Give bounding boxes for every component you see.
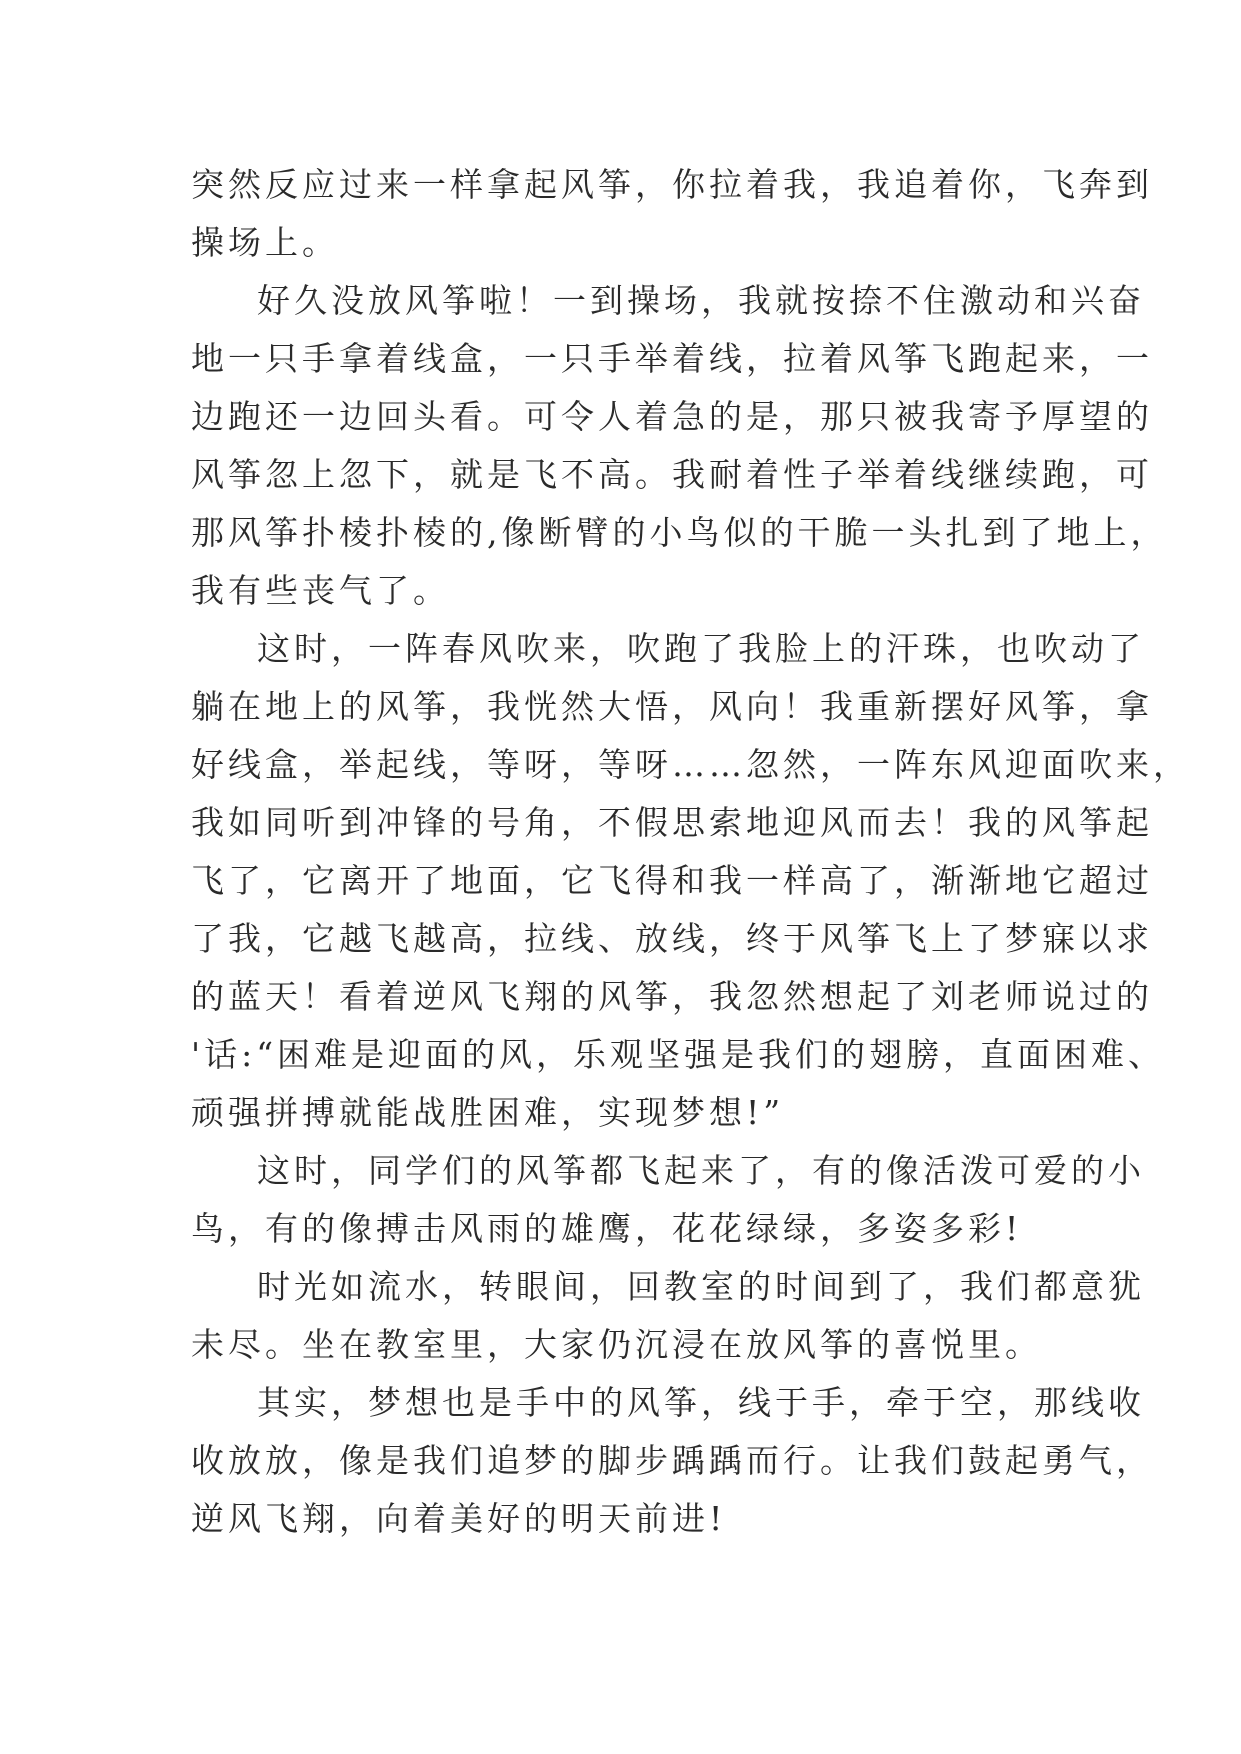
text-line: 未尽。坐在教室里，大家仍沉浸在放风筝的喜悦里。 — [191, 1325, 1042, 1364]
text-line: 飞了，它离开了地面，它飞得和我一样高了，渐渐地它超过 — [191, 861, 1153, 900]
text-line: 这时，同学们的风筝都飞起来了，有的像活泼可爱的小 — [257, 1151, 1145, 1190]
text-line: 突然反应过来一样拿起风筝，你拉着我，我追着你，飞奔到 — [191, 165, 1153, 204]
text-line: 好久没放风筝啦！一到操场，我就按捺不住激动和兴奋 — [257, 281, 1145, 320]
text-line: 的蓝天！看着逆风飞翔的风筝，我忽然想起了刘老师说过的 — [191, 977, 1153, 1016]
text-line: 我如同听到冲锋的号角，不假思索地迎风而去！我的风筝起 — [191, 803, 1153, 842]
text-line: 其实，梦想也是手中的风筝，线于手，牵于空，那线收 — [257, 1383, 1145, 1422]
text-line: 了我，它越飞越高，拉线、放线，终于风筝飞上了梦寐以求 — [191, 919, 1153, 958]
text-line: 躺在地上的风筝，我恍然大悟，风向！我重新摆好风筝，拿 — [191, 687, 1153, 726]
text-line: 鸟，有的像搏击风雨的雄鹰，花花绿绿，多姿多彩! — [191, 1209, 1023, 1248]
text-line: 这时，一阵春风吹来，吹跑了我脸上的汗珠，也吹动了 — [257, 629, 1145, 668]
text-line: 那风筝扑棱扑棱的,像断臂的小鸟似的干脆一头扎到了地上， — [191, 513, 1168, 552]
text-line: 地一只手拿着线盒，一只手举着线，拉着风筝飞跑起来，一 — [191, 339, 1153, 378]
text-line: '话:“困难是迎面的风，乐观坚强是我们的翅膀，直面困难、 — [191, 1035, 1166, 1074]
text-line: 时光如流水，转眼间，回教室的时间到了，我们都意犹 — [257, 1267, 1145, 1306]
text-line: 收放放，像是我们追梦的脚步踽踽而行。让我们鼓起勇气， — [191, 1441, 1153, 1480]
text-line: 顽强拼搏就能战胜困难，实现梦想!” — [191, 1093, 785, 1132]
text-line: 风筝忽上忽下，就是飞不高。我耐着性子举着线继续跑，可 — [191, 455, 1153, 494]
text-line: 我有些丧气了。 — [191, 571, 450, 610]
text-line: 操场上。 — [191, 223, 339, 262]
essay-body — [191, 156, 1190, 1548]
text-line: 边跑还一边回头看。可令人着急的是，那只被我寄予厚望的 — [191, 397, 1153, 436]
text-line: 逆风飞翔，向着美好的明天前进! — [191, 1499, 727, 1538]
text-line: 好线盒，举起线，等呀，等呀……忽然，一阵东风迎面吹来， — [191, 745, 1190, 784]
